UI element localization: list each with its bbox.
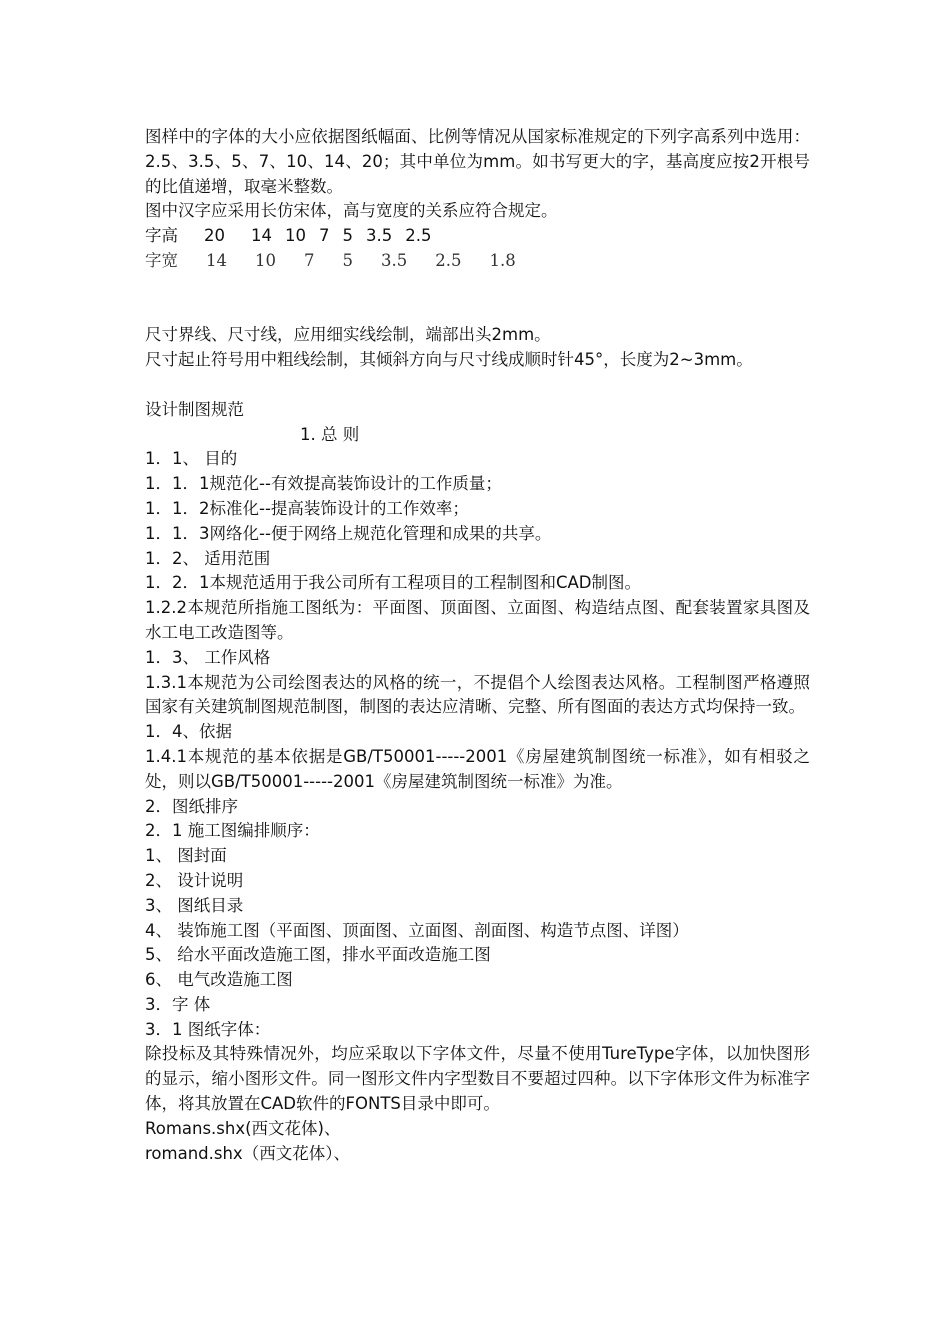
list-item: 4、 装饰施工图（平面图、顶面图、立面图、剖面图、构造节点图、详图） xyxy=(145,920,689,940)
font-size-paragraph: 图样中的字体的大小应依据图纸幅面、比例等情况从国家标准规定的下列字高系列中选用：2.5、3.5、5、7、10、14、20；其中单位为mm。如书写更大的字，基高度应按2开根号的比值递增，取毫米整数。 xyxy=(145,127,810,196)
spec-line: 2．1 施工图编排顺序： xyxy=(145,821,320,841)
font-height-value: 10 xyxy=(285,226,306,246)
font-file-line: romand.shx（西文花体）、 xyxy=(145,1143,350,1163)
spec-line: 1．1．2标准化--提高装饰设计的工作效率； xyxy=(145,498,469,518)
font-file-line: Romans.shx(西文花体)、 xyxy=(145,1118,341,1138)
spec-line: 2．图纸排序 xyxy=(145,796,238,816)
font-height-row xyxy=(145,224,810,249)
spec-line: 1．3、 工作风格 xyxy=(145,647,271,667)
spec-line: 1．2、 适用范围 xyxy=(145,548,271,568)
font-width-value: 3.5 xyxy=(381,250,408,270)
font-height-value: 14 xyxy=(251,226,272,246)
spec-paragraph: 1.3.1本规范为公司绘图表达的风格的统一，不提倡个人绘图表达风格。工程制图严格遵照国家有关建筑制图规范制图，制图的表达应清晰、完整、所有图面的表达方式均保持一致。 xyxy=(145,672,810,717)
spacer xyxy=(145,274,810,299)
spec-line: 1．4、依据 xyxy=(145,722,232,742)
spec-line: 1．1．1规范化--有效提高装饰设计的工作质量； xyxy=(145,474,502,494)
document-body xyxy=(145,125,810,1166)
font-width-value: 1.8 xyxy=(489,250,516,270)
dimension-line-paragraph: 尺寸界线、尺寸线，应用细实线绘制，端部出头2mm。 xyxy=(145,325,551,345)
spec-paragraph: 1.4.1本规范的基本依据是GB/T50001-----2001《房屋建筑制图统一标准》，如有相驳之处，则以GB/T50001-----2001《房屋建筑制图统一标准》为准。 xyxy=(145,746,810,791)
spacer xyxy=(145,299,810,324)
spec-line: 3．字 体 xyxy=(145,994,211,1014)
list-item: 3、 图纸目录 xyxy=(145,895,244,915)
list-item: 2、 设计说明 xyxy=(145,870,244,890)
font-style-paragraph: 图中汉字应采用长仿宋体，高与宽度的关系应符合规定。 xyxy=(145,201,558,221)
spec-paragraph: 除投标及其特殊情况外，均应采取以下字体文件，尽量不使用TureType字体，以加快图形的显示，缩小图形文件。同一图形文件内字型数目不要超过四种。以下字体形文件为标准字体，将其放置在CAD软件的FONTS目录中即可。 xyxy=(145,1044,810,1114)
spec-line: 1．1、 目的 xyxy=(145,449,238,469)
list-item: 1、 图封面 xyxy=(145,846,227,866)
font-width-row xyxy=(145,249,810,274)
font-width-value: 14 xyxy=(206,250,227,270)
spec-line: 1．1．3网络化--便于网络上规范化管理和成果的共享。 xyxy=(145,523,552,543)
font-width-value: 2.5 xyxy=(435,250,462,270)
font-width-label: 字宽 xyxy=(145,250,178,270)
list-item: 5、 给水平面改造施工图，排水平面改造施工图 xyxy=(145,945,491,965)
font-height-value: 20 xyxy=(204,226,225,246)
font-width-value: 10 xyxy=(255,250,276,270)
list-item: 6、 电气改造施工图 xyxy=(145,970,293,990)
font-height-label: 字高 xyxy=(145,226,178,246)
spec-title: 设计制图规范 xyxy=(145,399,244,419)
font-width-value: 7 xyxy=(304,250,315,270)
spec-line: 1．2．1本规范适用于我公司所有工程项目的工程制图和CAD制图。 xyxy=(145,573,642,593)
spec-paragraph: 1.2.2本规范所指施工图纸为：平面图、顶面图、立面图、构造结点图、配套装置家具图及水工电工改造图等。 xyxy=(145,598,810,642)
section-title: 1. 总 则 xyxy=(300,424,360,444)
font-height-value: 5 xyxy=(342,226,353,246)
font-height-value: 3.5 xyxy=(366,226,393,246)
dimension-symbol-paragraph: 尺寸起止符号用中粗线绘制，其倾斜方向与尺寸线成顺时针45°，长度为2~3mm。 xyxy=(145,350,753,370)
font-width-value: 5 xyxy=(342,250,353,270)
spec-line: 3．1 图纸字体： xyxy=(145,1019,271,1039)
font-height-value: 2.5 xyxy=(405,226,432,246)
font-height-value: 7 xyxy=(319,226,330,246)
spacer xyxy=(145,373,810,398)
